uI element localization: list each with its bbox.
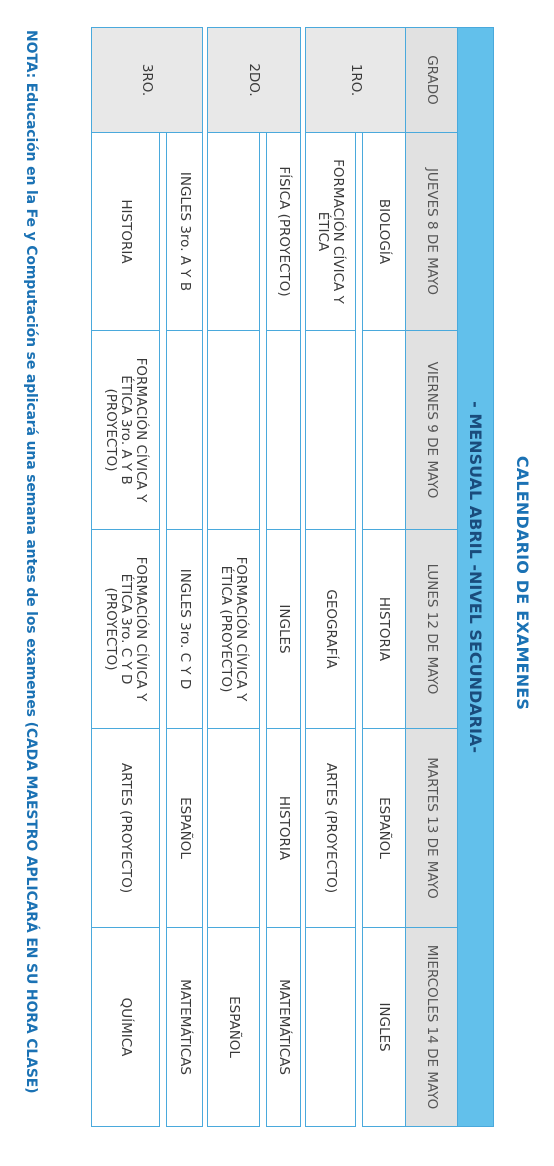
row-spacer [260, 28, 267, 1127]
table-row [363, 28, 406, 1127]
table-row [167, 28, 203, 1127]
header-day-4: MARTES 13 DE MAYO [406, 729, 458, 928]
table-cell [208, 729, 260, 928]
grade-spacer [301, 28, 306, 1127]
spacer-cell [203, 28, 208, 1127]
table-cell: MATEMÁTICAS [167, 928, 203, 1127]
table-cell: FORMACIÓN CÍVICA Y ÉTICA (PROYECTO) [208, 530, 260, 729]
grade-label: 3RO. [92, 28, 203, 133]
table-banner [458, 28, 494, 1127]
table-cell: INGLES [363, 928, 406, 1127]
header-day-5: MIERCOLES 14 DE MAYO [406, 928, 458, 1127]
table-subtitle: - MENSUAL ABRIL -NIVEL SECUNDARIA- [458, 28, 494, 1127]
table-cell [208, 331, 260, 530]
table-cell: ESPAÑOL [363, 729, 406, 928]
header-day-1: JUEVES 8 DE MAYO [406, 133, 458, 331]
table-cell [167, 331, 203, 530]
table-cell: GEOGRAFÍA [306, 530, 356, 729]
grade-label: 2DO. [208, 28, 301, 133]
table-cell: HISTORIA [92, 133, 160, 331]
table-cell: FORMACIÓN CÍVICA Y ÉTICA [306, 133, 356, 331]
table-cell: ESPAÑOL [167, 729, 203, 928]
table-cell: ESPAÑOL [208, 928, 260, 1127]
header-day-2: VIERNES 9 DE MAYO [406, 331, 458, 530]
table-cell: ARTES (PROYECTO) [92, 729, 160, 928]
spacer-cell [260, 133, 267, 1127]
table-row [92, 28, 160, 1127]
table-cell: ARTES (PROYECTO) [306, 729, 356, 928]
page-title: CALENDARIO DE EXAMENES [513, 455, 532, 711]
table-cell: INGLES [267, 530, 301, 729]
table-cell [208, 133, 260, 331]
table-row [267, 28, 301, 1127]
spacer-cell [301, 28, 306, 1127]
table-header-row [406, 28, 458, 1127]
table-cell: FORMACIÓN CÍVICA Y ÉTICA 3ro. C Y D (PROYECTO) [92, 530, 160, 729]
grade-spacer [203, 28, 208, 1127]
table-cell: FÍSICA (PROYECTO) [267, 133, 301, 331]
table-row [306, 28, 356, 1127]
grade-label: 1RO. [306, 28, 406, 133]
table-cell: INGLES 3ro. A Y B [167, 133, 203, 331]
header-day-3: LUNES 12 DE MAYO [406, 530, 458, 729]
table-cell: BIOLOGÍA [363, 133, 406, 331]
footer-note: NOTA: Educación en la Fe y Computación se aplicará una semana antes de los examenes (CADA MAESTRO APLICARÁ EN SU HORA CLASE) [23, 30, 39, 1094]
table-cell: HISTORIA [267, 729, 301, 928]
spacer-cell [160, 133, 167, 1127]
exam-calendar-table [91, 27, 494, 1127]
header-grade: GRADO [406, 28, 458, 133]
table-cell [267, 331, 301, 530]
table-cell: QUÍMICA [92, 928, 160, 1127]
table-cell [363, 331, 406, 530]
table-cell [306, 331, 356, 530]
row-spacer [356, 28, 363, 1127]
spacer-cell [356, 133, 363, 1127]
table-cell [306, 928, 356, 1127]
table-row [208, 28, 260, 1127]
table-cell: INGLES 3ro. C Y D [167, 530, 203, 729]
table-cell: HISTORIA [363, 530, 406, 729]
row-spacer [160, 28, 167, 1127]
table-cell: MATEMÁTICAS [267, 928, 301, 1127]
table-cell: FORMACIÓN CÍVICA Y ÉTICA 3ro. A Y B (PROYECTO) [92, 331, 160, 530]
